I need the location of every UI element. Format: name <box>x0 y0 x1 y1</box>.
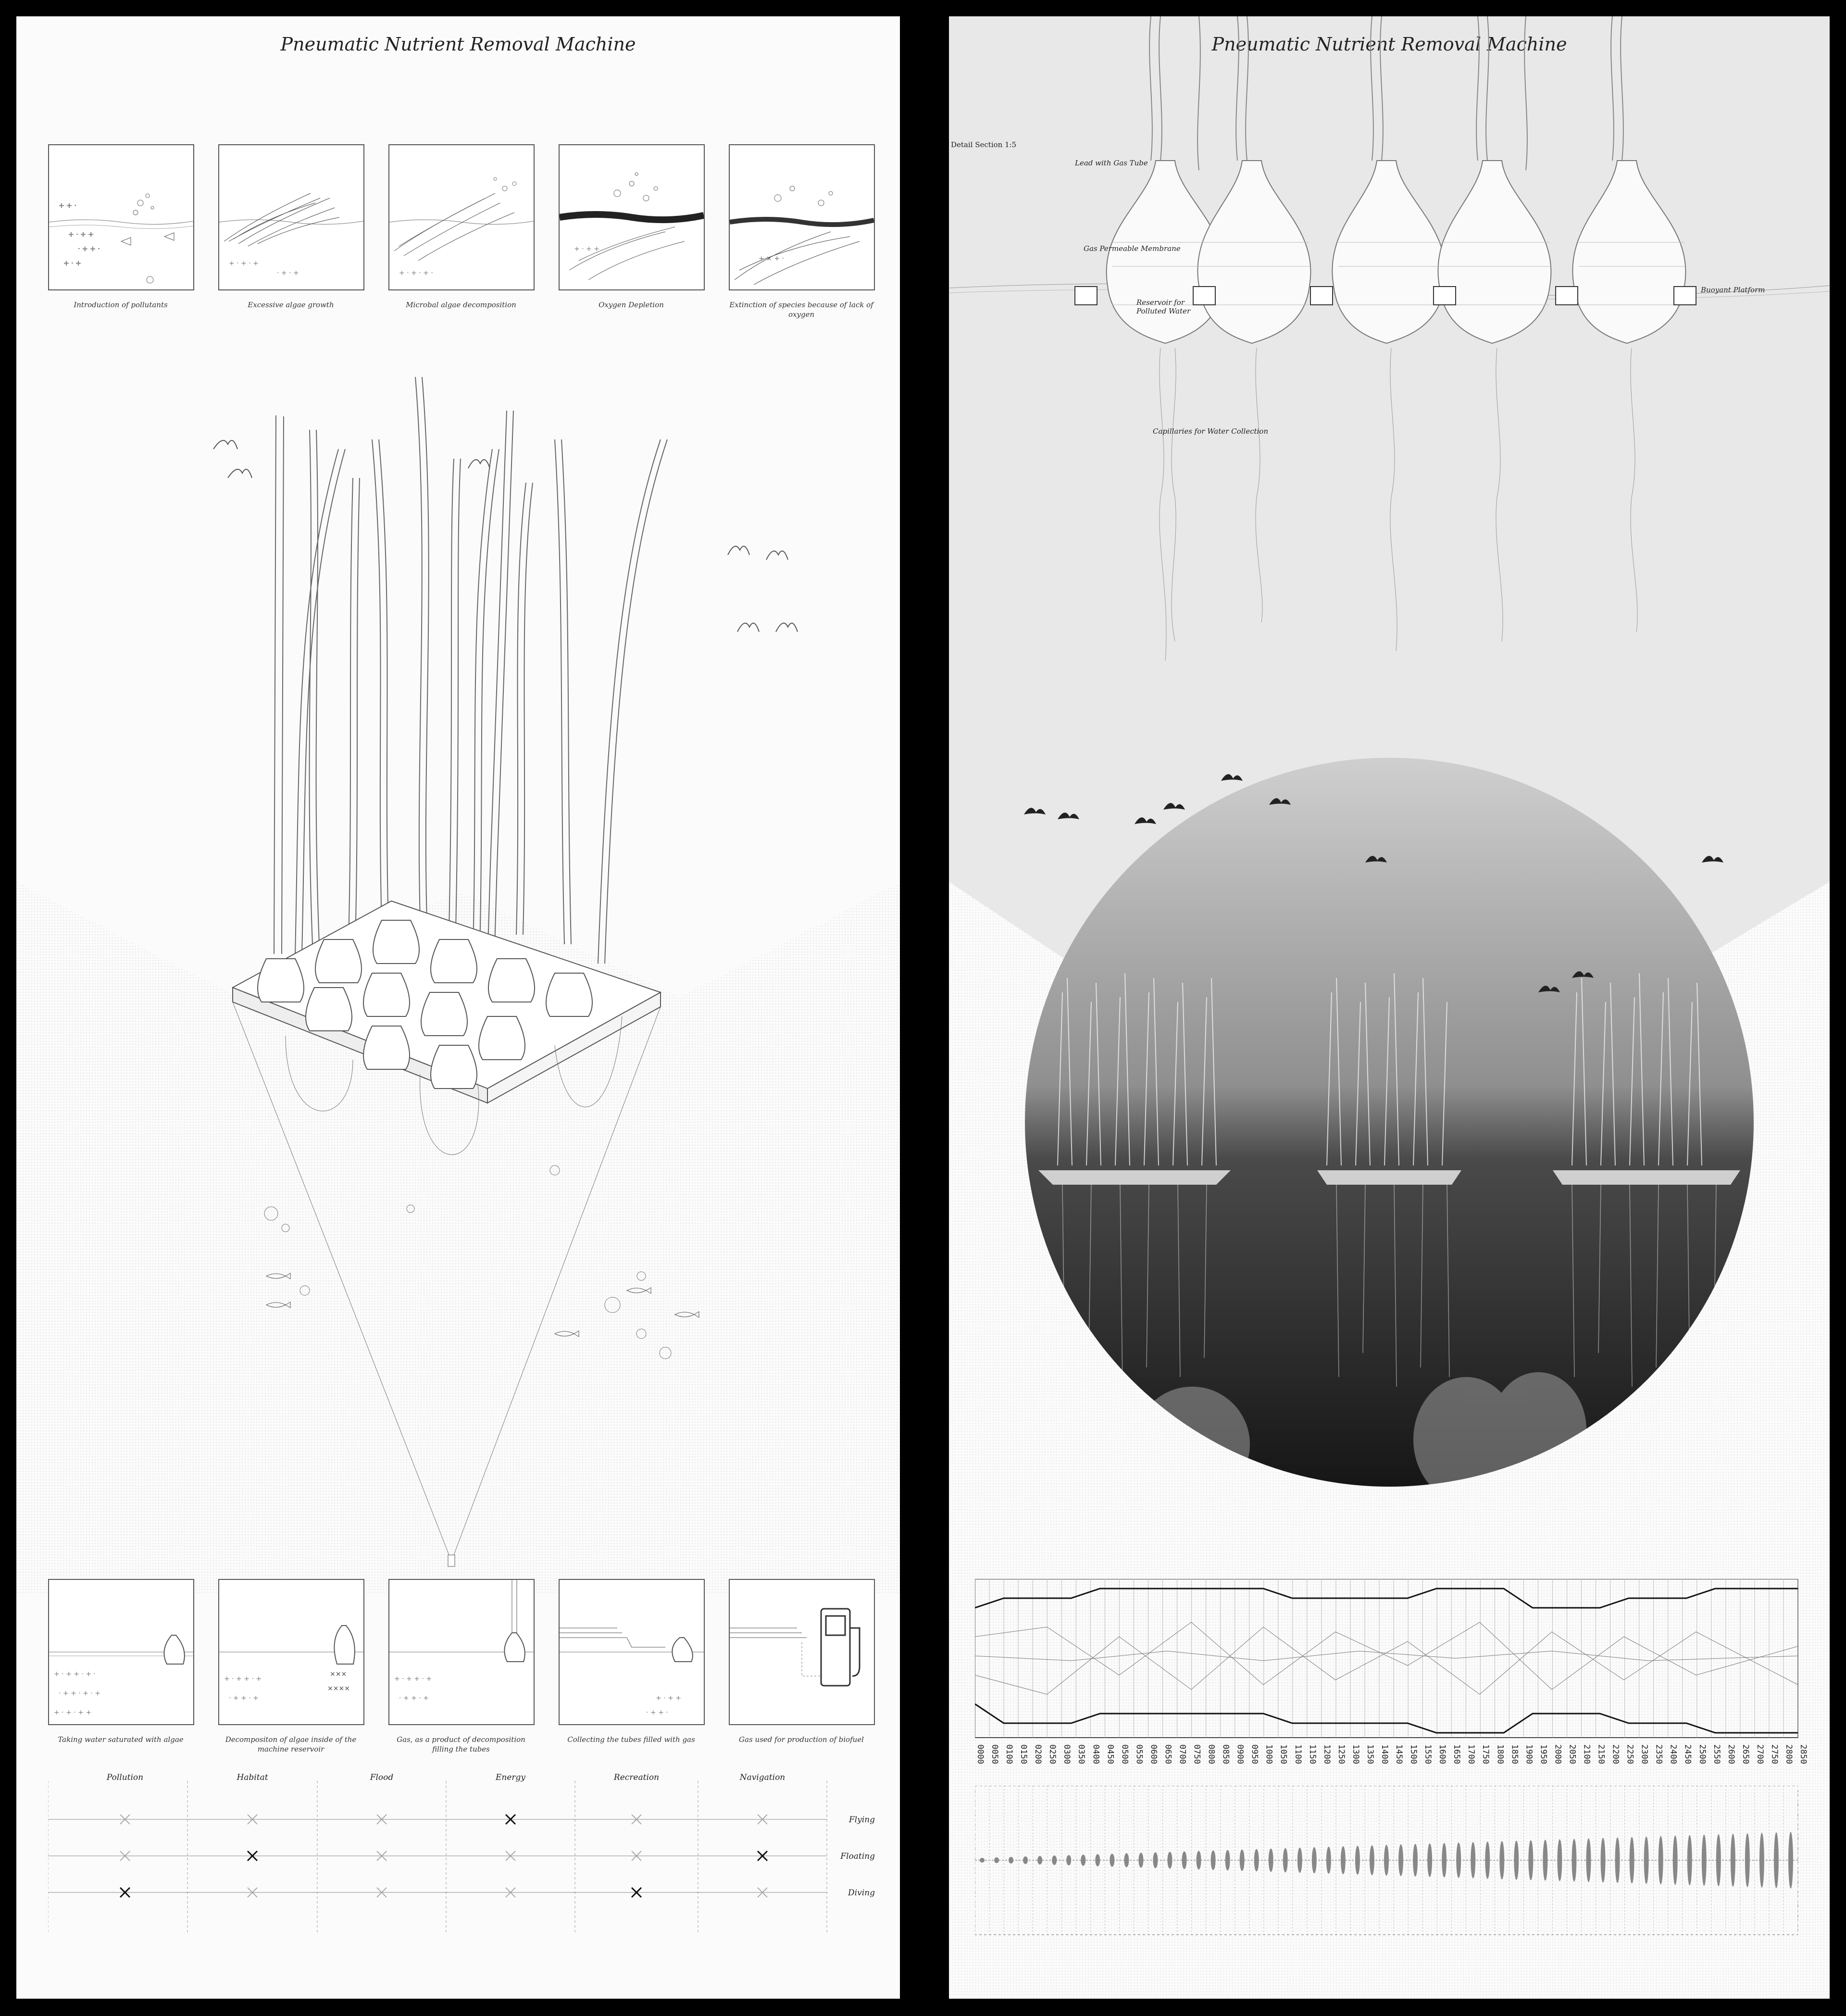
svg-text:+ · + + · +: + · + + · + <box>394 1675 432 1683</box>
timeline-tick-label: 0750 <box>1192 1744 1202 1764</box>
event-glyph <box>1471 1842 1475 1878</box>
event-glyph <box>1673 1836 1678 1885</box>
timeline-tick-label: 0550 <box>1134 1744 1144 1764</box>
atmospheric-render-circle <box>1019 752 1759 1492</box>
timeline-tick-label: 0050 <box>990 1744 1000 1764</box>
event-glyph <box>1283 1848 1288 1873</box>
timeline-tick-label: 2150 <box>1596 1744 1606 1764</box>
event-glyph <box>1456 1842 1461 1878</box>
svg-text:+ · +: + · + <box>63 260 81 267</box>
timeline-tick-label: 0800 <box>1206 1744 1216 1764</box>
event-glyph <box>1514 1841 1519 1879</box>
event-glyph <box>1211 1851 1216 1870</box>
timeline-tick-label: 1350 <box>1365 1744 1375 1764</box>
event-glyph <box>1052 1855 1057 1865</box>
timeline-tick-label: 1600 <box>1437 1744 1447 1764</box>
event-glyph <box>1659 1836 1663 1885</box>
event-glyph <box>1413 1844 1418 1877</box>
timeline-tick-label: 0150 <box>1019 1744 1029 1764</box>
timeline-tick-label: 0000 <box>975 1744 985 1764</box>
svg-text:+ · + +: + · + + <box>68 231 94 238</box>
timeline-tick-label: 1800 <box>1495 1744 1505 1764</box>
svg-text:+ · + +: + · + + <box>656 1694 681 1702</box>
event-glyph <box>1370 1845 1374 1875</box>
event-glyph <box>1716 1834 1721 1886</box>
bottom-panel <box>218 1579 363 1754</box>
timeline-tick-label: 1000 <box>1264 1744 1274 1764</box>
panel-caption: Collecting the tubes filled with gas <box>567 1735 695 1744</box>
timeline-tick-label: 0400 <box>1091 1744 1101 1764</box>
section-label: Detail Section 1:5 <box>951 140 1017 149</box>
timeline-tick-label: 1450 <box>1394 1744 1404 1764</box>
event-glyph <box>1586 1838 1591 1882</box>
timeline-tick-label: 1900 <box>1524 1744 1534 1764</box>
event-glyph <box>1341 1846 1346 1874</box>
event-glyph <box>980 1858 985 1863</box>
svg-text:+ × + ·: + × + · <box>759 255 784 263</box>
event-glyph <box>1774 1832 1779 1888</box>
event-glyph <box>1124 1853 1129 1867</box>
timeline-tick-label: 0500 <box>1120 1744 1130 1764</box>
left-board <box>16 16 900 1999</box>
svg-text:+ · + +: + · + + <box>574 245 599 253</box>
top-panel <box>388 144 534 319</box>
panel-illustration <box>559 1579 705 1725</box>
timeline-tick-label: 0650 <box>1163 1744 1173 1764</box>
event-glyph <box>1759 1833 1764 1888</box>
timeline-tick-label: 1250 <box>1336 1744 1346 1764</box>
event-glyph <box>1702 1835 1707 1886</box>
event-glyph <box>1297 1848 1302 1873</box>
timeline-tick-label: 2550 <box>1711 1744 1721 1764</box>
timeline-tick-label: 0350 <box>1076 1744 1086 1764</box>
top-panel <box>48 144 193 319</box>
svg-text:+ · + · +: + · + · + <box>229 260 259 267</box>
event-glyph <box>1254 1849 1259 1872</box>
annotation-reservoir <box>1136 298 1190 315</box>
timeline-tick-label: 1300 <box>1350 1744 1360 1764</box>
timeline-tick-label: 2850 <box>1798 1744 1808 1764</box>
timeline-tick-label: 1400 <box>1379 1744 1389 1764</box>
event-glyph <box>1528 1840 1533 1880</box>
event-glyph <box>1745 1833 1750 1887</box>
timeline-tick-label: 0450 <box>1105 1744 1115 1764</box>
svg-text:××××: ×××× <box>327 1685 350 1692</box>
event-glyph <box>1557 1839 1562 1881</box>
event-glyph <box>1153 1852 1158 1868</box>
top-panel <box>559 144 704 319</box>
top-process-strip <box>48 144 874 319</box>
annotation-reservoir-line: Reservoir for <box>1136 298 1185 307</box>
svg-text:· + · +: · + · + <box>277 269 299 277</box>
event-glyph <box>1138 1853 1143 1867</box>
event-glyph <box>1731 1834 1735 1887</box>
event-glyph <box>1023 1856 1028 1864</box>
timeline-tick-label: 1550 <box>1423 1744 1433 1764</box>
event-glyph <box>1009 1857 1013 1864</box>
detail-section-drawing <box>949 16 1830 689</box>
matrix-row-label: Diving <box>848 1888 875 1898</box>
bottom-panel <box>559 1579 704 1754</box>
svg-text:+ + ·: + + · <box>59 202 76 210</box>
panel-illustration <box>388 1579 535 1725</box>
timeline-tick-label: 2350 <box>1654 1744 1664 1764</box>
panel-illustration <box>729 1579 875 1725</box>
annotation-capillaries: Capillaries for Water Collection <box>1153 427 1268 436</box>
panel-illustration <box>729 144 875 290</box>
event-glyph <box>1499 1841 1504 1879</box>
event-glyph <box>1355 1846 1360 1875</box>
panel-caption: Decompositon of algae inside of the machine reservoir <box>225 1735 357 1753</box>
event-glyph <box>994 1857 999 1863</box>
event-glyph <box>1384 1845 1389 1876</box>
timeline-tick-label: 2450 <box>1683 1744 1693 1764</box>
timeline-axis <box>975 1742 1811 1786</box>
timeline-tick-label: 0600 <box>1148 1744 1159 1764</box>
event-glyph <box>1601 1838 1606 1883</box>
timeline-tick-label: 1200 <box>1322 1744 1332 1764</box>
panel-caption: Oxygen Depletion <box>599 301 664 309</box>
event-glyph <box>1037 1856 1042 1865</box>
left-title: Pneumatic Nutrient Removal Machine <box>280 34 636 55</box>
matrix-row-label: Flying <box>848 1815 875 1825</box>
timeline-tick-label: 2100 <box>1582 1744 1592 1764</box>
event-glyph <box>1066 1855 1071 1866</box>
panel-caption: Gas, as a product of decomposition filling the tubes <box>397 1735 525 1753</box>
timeline-tick-label: 2800 <box>1784 1744 1794 1764</box>
svg-text:+ · + · + ·: + · + · + · <box>399 269 433 277</box>
timeline-tick-label: 1950 <box>1538 1744 1548 1764</box>
event-glyph <box>1110 1853 1114 1866</box>
matrix-column-header: Energy <box>495 1773 526 1782</box>
timeline-tick-label: 2250 <box>1625 1744 1635 1764</box>
event-glyph <box>1543 1840 1547 1880</box>
timeline-tick-label: 2200 <box>1610 1744 1621 1764</box>
panel-caption: Extinction of species because of lack of oxygen <box>729 301 873 319</box>
panel-illustration <box>218 144 364 290</box>
matrix-column-header: Flood <box>370 1773 394 1782</box>
event-glyph <box>1312 1847 1317 1873</box>
panel-illustration <box>559 144 705 290</box>
event-glyph <box>1182 1851 1187 1869</box>
matrix-column-header: Habitat <box>237 1773 268 1782</box>
right-board <box>949 16 1830 1999</box>
timeline-tick-label: 1700 <box>1466 1744 1476 1764</box>
event-glyph <box>1269 1849 1273 1872</box>
panel-illustration <box>48 1579 194 1725</box>
timeline-tick-label: 1150 <box>1307 1744 1317 1764</box>
annotation-lead-tube: Lead with Gas Tube <box>1075 159 1148 167</box>
timeline-tick-label: 2600 <box>1726 1744 1736 1764</box>
annotation-membrane: Gas Permeable Membrane <box>1084 244 1181 253</box>
timeline-tick-label: 0300 <box>1062 1744 1072 1764</box>
timeline-tick-label: 0250 <box>1048 1744 1058 1764</box>
svg-text:· + + · +: · + + · + <box>229 1694 259 1702</box>
bottom-panel <box>729 1579 874 1754</box>
svg-text:· + + · + · +: · + + · + · + <box>59 1690 100 1697</box>
matrix-column-header: Recreation <box>613 1773 660 1782</box>
event-glyph <box>1326 1847 1331 1874</box>
panel-caption: Introduction of pollutants <box>74 301 168 309</box>
bottom-panel <box>48 1579 193 1754</box>
event-glyph <box>1615 1838 1620 1883</box>
svg-text:+ · + · + +: + · + · + + <box>54 1709 92 1716</box>
event-glyph <box>1225 1850 1230 1871</box>
timeline-tick-label: 2050 <box>1567 1744 1577 1764</box>
event-glyph <box>1167 1852 1172 1868</box>
timeline-tick-label: 2750 <box>1769 1744 1779 1764</box>
machine-axonometric-drawing <box>16 363 900 1593</box>
svg-text:×××: ××× <box>330 1670 347 1678</box>
event-glyph <box>1095 1854 1100 1866</box>
event-timeline <box>975 1786 1811 1944</box>
timeline-tick-label: 1650 <box>1452 1744 1462 1764</box>
panel-caption: Microbal algae decomposition <box>406 301 516 309</box>
event-glyph <box>1398 1844 1403 1876</box>
panel-illustration <box>48 144 194 290</box>
matrix-row-label: Floating <box>840 1852 875 1861</box>
panel-illustration <box>388 144 535 290</box>
bottom-panel <box>388 1579 534 1754</box>
event-glyph <box>1687 1835 1692 1886</box>
svg-text:+ · + + · +: + · + + · + <box>224 1675 262 1683</box>
event-glyph <box>1240 1850 1245 1871</box>
timeline-tick-label: 2500 <box>1697 1744 1707 1764</box>
top-panel <box>729 144 874 319</box>
timeline-tick-label: 0700 <box>1177 1744 1187 1764</box>
event-glyph <box>1485 1841 1490 1879</box>
matrix-column-header: Navigation <box>739 1773 786 1782</box>
event-glyph <box>1081 1854 1085 1866</box>
panel-caption: Taking water saturated with algae <box>58 1735 184 1744</box>
timeline-tick-label: 2300 <box>1639 1744 1649 1764</box>
panel-illustration <box>218 1579 364 1725</box>
timeline-tick-label: 2000 <box>1553 1744 1563 1764</box>
bottom-process-strip <box>48 1579 874 1754</box>
event-glyph <box>1644 1837 1649 1884</box>
criteria-matrix <box>48 1771 894 1935</box>
timeline-tick-label: 2700 <box>1755 1744 1765 1764</box>
timeline-tick-label: 1100 <box>1293 1744 1303 1764</box>
timeline-tick-label: 1500 <box>1409 1744 1419 1764</box>
timeline-tick-label: 0900 <box>1235 1744 1245 1764</box>
svg-text:· + + ·: · + + · <box>646 1709 668 1716</box>
svg-text:+ · + + · + ·: + · + + · + · <box>54 1670 96 1678</box>
event-glyph <box>1442 1843 1447 1878</box>
annotation-platform: Buoyant Platform <box>1701 286 1765 294</box>
right-title: Pneumatic Nutrient Removal Machine <box>1211 34 1567 55</box>
timeline-tick-label: 0100 <box>1004 1744 1014 1764</box>
event-glyph <box>1197 1851 1201 1870</box>
annotation-reservoir-line: Polluted Water <box>1136 307 1191 315</box>
event-glyph <box>1427 1843 1432 1877</box>
timeline-tick-label: 1750 <box>1481 1744 1491 1764</box>
timeline-tick-label: 1850 <box>1509 1744 1520 1764</box>
svg-text:· + + ·: · + + · <box>78 245 100 253</box>
panel-caption: Excessive algae growth <box>248 301 334 309</box>
event-glyph <box>1630 1837 1634 1884</box>
timeline-tick-label: 0950 <box>1249 1744 1260 1764</box>
svg-text:· + + · +: · + + · + <box>399 1694 429 1702</box>
timeline-tick-label: 1050 <box>1278 1744 1288 1764</box>
timeline-tick-label: 2400 <box>1668 1744 1678 1764</box>
event-glyph <box>1572 1839 1576 1881</box>
timeline-graph <box>975 1579 1811 1742</box>
timeline-tick-label: 0200 <box>1033 1744 1043 1764</box>
top-panel <box>218 144 363 319</box>
event-glyph <box>1788 1832 1793 1889</box>
matrix-column-header: Pollution <box>106 1773 144 1782</box>
timeline-tick-label: 2650 <box>1740 1744 1750 1764</box>
panel-caption: Gas used for production of biofuel <box>739 1735 864 1744</box>
timeline-tick-label: 0850 <box>1221 1744 1231 1764</box>
